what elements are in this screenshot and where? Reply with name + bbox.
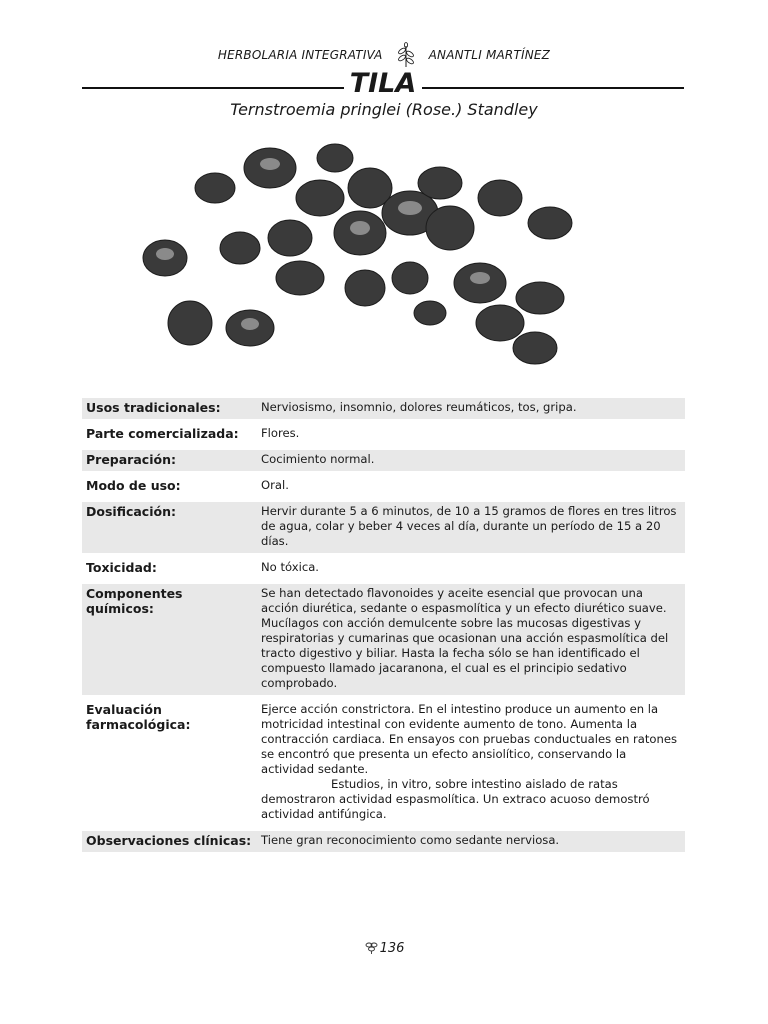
row-label: Observaciones clínicas: (82, 831, 257, 852)
plant-title: TILA (349, 68, 417, 99)
row-value: Hervir durante 5 a 6 minutos, de 10 a 15 gramos de flores en tres litros de agua, colar y beber 4 veces al día, durante un período de 15 a 20 días. (257, 502, 685, 553)
row-label: Parte comercializada: (86, 426, 239, 441)
dried-flowers-photo (120, 128, 620, 378)
row-value (257, 700, 685, 826)
table-row (82, 424, 685, 445)
row-label: Usos tradicionales: (82, 398, 257, 419)
row-label: Evaluación farmacológica: (86, 702, 191, 732)
table-row (82, 398, 685, 419)
page-footer (0, 940, 768, 956)
header-left-text: HERBOLARIA INTEGRATIVA (217, 48, 383, 62)
row-label: Componentes químicos: (82, 584, 257, 695)
table-row (82, 831, 685, 852)
table-row (82, 558, 685, 579)
table-row (82, 700, 685, 826)
row-value: No tóxica. (261, 560, 319, 574)
scientific-name: Ternstroemia pringlei (Rose.) Standley (230, 100, 538, 119)
row-value: Se han detectado flavonoides y aceite esencial que provocan una acción diurética, sedante o espasmolítica y un efecto diurético suave. Mucílagos con acción demulcente sobre las mucosas digestivas y respiratorias y cumarinas que ocasionan una acción espasmolítica del tracto digestivo y biliar. Hasta la fecha sólo se han identificado el compuesto llamado jacaranona, el cual es el principio sedativo comprobado. (257, 584, 685, 695)
row-label: Preparación: (82, 450, 257, 471)
row-label: Modo de uso: (86, 478, 181, 493)
row-value: Cocimiento normal. (257, 450, 685, 471)
running-header (0, 42, 768, 68)
row-value-paragraph-1: Ejerce acción constrictora. En el intestino produce un aumento en la motricidad intestinal con evidente aumento de tono. Aumenta la contracción cardiaca. En ensayos con pruebas conductuales en ratones se encontró que presenta un efecto ansiolítico, conservando la actividad sedante. (261, 702, 678, 776)
row-value: Tiene gran reconocimiento como sedante nerviosa. (257, 831, 685, 852)
header-right-text: ANANTLI MARTÍNEZ (428, 48, 551, 62)
table-row (82, 450, 685, 471)
row-value: Oral. (261, 478, 289, 492)
title-rule-right (422, 87, 684, 89)
row-value: Nerviosismo, insomnio, dolores reumáticos, tos, gripa. (257, 398, 685, 419)
table-row (82, 584, 685, 695)
table-row (82, 502, 685, 553)
plant-info-table (82, 398, 685, 852)
leaf-ornament-icon (364, 940, 380, 954)
title-row (82, 70, 684, 104)
row-value-paragraph-2: Estudios, in vitro, sobre intestino aislado de ratas demostraron actividad espasmolítica. Un extraco acuoso demostró actividad antifúngica. (261, 777, 650, 821)
row-label: Dosificación: (82, 502, 257, 553)
row-label: Toxicidad: (86, 560, 157, 575)
row-value: Flores. (261, 426, 300, 440)
page-number: 136 (379, 941, 405, 956)
table-row (82, 476, 685, 497)
herb-sprig-icon (393, 42, 419, 68)
